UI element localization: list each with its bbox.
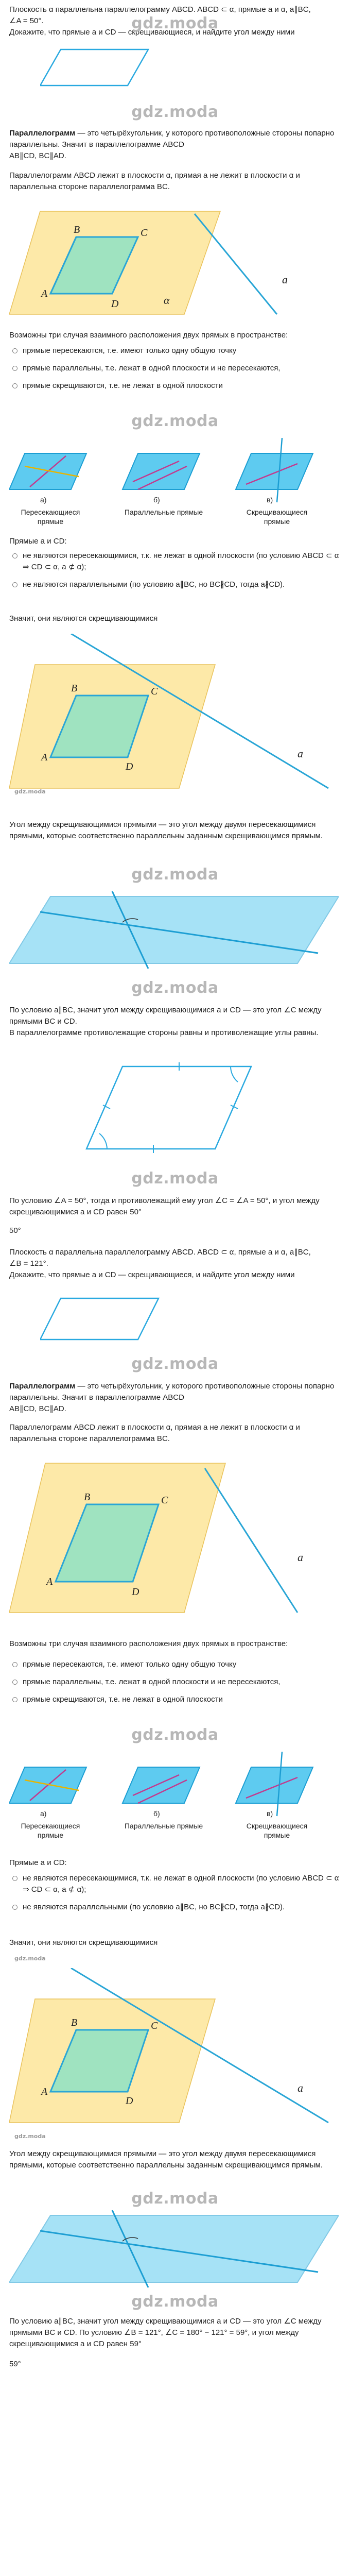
- parallelogram-figure: [40, 1293, 164, 1345]
- line-a-cd: Прямые a и CD:: [9, 537, 67, 546]
- angle-definition: Угол между скрещивающимися прямыми — это угол между двумя пересекающимися прямыми, которые соответственно параллельны заданным скрещивающимся прямым.: [9, 820, 323, 840]
- watermark: gdz.moda: [131, 866, 219, 884]
- label-D: D: [111, 298, 119, 310]
- label-C: C: [161, 1495, 168, 1506]
- case-letter: а): [40, 1809, 47, 1818]
- list-item: не являются пересекающимися, т.к. не лежат в одной плоскости (по условию ABCD ⊂ α ⇒ CD ⊂ α, a ⊄ α);: [9, 550, 341, 573]
- watermark: gdz.moda: [131, 1170, 219, 1188]
- problem-statement-1: Плоскость α параллельна параллелограмму ABCD. ABCD ⊂ α, прямые a и α, a∥BC, ∠A = 50°. Докажите, что прямые a и CD — скрещивающиеся, и найдите угол между ними: [9, 5, 311, 37]
- watermark: gdz.moda: [131, 979, 219, 997]
- parallel-text: Параллелограмм ABCD лежит в плоскости α, прямая a не лежит в плоскости α и параллельна стороне параллелограмма BC.: [9, 171, 300, 191]
- case-letter: в): [267, 496, 273, 504]
- list-item: не являются параллельными (по условию a∥BC, но BC∦CD, тогда a∦CD).: [9, 1902, 341, 1913]
- equal-angles-figure: [76, 1056, 261, 1159]
- conclusion: Значит, они являются скрещивающимися: [9, 614, 158, 623]
- final-text: По условию a∥BC, значит угол между скрещивающимися a и CD — это угол ∠C между прямыми BC и CD. По условию ∠B = 121°, ∠C = 180° − 121° = 59°, и угол между скрещивающимися a и CD равен 59°: [9, 2317, 322, 2348]
- skew-lines-figure: [9, 634, 339, 799]
- label-D: D: [126, 2095, 133, 2107]
- three-cases-figure: [9, 438, 339, 505]
- label-C: C: [151, 2020, 158, 2031]
- watermark: gdz.moda: [14, 788, 46, 795]
- label-A: A: [41, 288, 48, 299]
- angle-figure: [9, 891, 339, 969]
- angle-figure: [9, 2210, 339, 2287]
- answer: 50°: [9, 1226, 21, 1235]
- label-C: C: [141, 227, 148, 239]
- parallelogram-definition: Параллелограмм — это четырёхугольник, у которого противоположные стороны попарно параллельны. Значит в параллелограмме ABCD AB∥CD, BC∥AD.: [9, 129, 335, 160]
- list-item: не являются пересекающимися, т.к. не лежат в одной плоскости (по условию ABCD ⊂ α ⇒ CD ⊂ α, a ⊄ α);: [9, 1873, 341, 1895]
- angle-text: По условию a∥BC, значит угол между скрещивающимися a и CD — это угол ∠C между прямыми BC и CD. В параллелограмме противолежащие стороны равны и противолежащие углы равны.: [9, 1006, 322, 1037]
- label-A: A: [41, 2086, 48, 2097]
- list-item: прямые скрещиваются, т.е. не лежат в одной плоскости: [9, 380, 341, 392]
- watermark: gdz.moda: [14, 1955, 46, 1962]
- watermark: gdz.moda: [131, 2190, 219, 2208]
- watermark: gdz.moda: [131, 1355, 219, 1373]
- case-caption: Параллельные прямые: [124, 1822, 203, 1830]
- label-B: B: [84, 1492, 91, 1503]
- conditions-list: [9, 1873, 341, 1919]
- parallelogram-figure: [40, 44, 153, 91]
- angle-definition: Угол между скрещивающимися прямыми — это угол между двумя пересекающимися прямыми, которые соответственно параллельны заданным скрещивающимся прямым.: [9, 2149, 323, 2170]
- label-C: C: [151, 686, 158, 697]
- label-a: a: [282, 273, 288, 286]
- three-cases-figure: [9, 1752, 339, 1819]
- answer: 59°: [9, 2360, 21, 2368]
- solution-2: [9, 1247, 341, 2576]
- label-B: B: [71, 2017, 78, 2028]
- list-item: прямые параллельны, т.е. лежат в одной плоскости и не пересекаются,: [9, 363, 341, 374]
- parallelogram-definition: Параллелограмм — это четырёхугольник, у которого противоположные стороны попарно параллельны. Значит в параллелограмме ABCD AB∥CD, BC∥AD.: [9, 1382, 335, 1413]
- case-letter: а): [40, 496, 47, 504]
- watermark: gdz.moda: [131, 2293, 219, 2311]
- label-A: A: [46, 1576, 53, 1587]
- label-alpha: α: [164, 294, 170, 307]
- list-item: прямые пересекаются, т.е. имеют только одну общую точку: [9, 1659, 341, 1670]
- label-a: a: [297, 747, 303, 760]
- label-a: a: [297, 2081, 303, 2094]
- case-caption: Пересекающиеся прямые: [21, 508, 80, 526]
- final-text: По условию ∠A = 50°, тогда и противолежащий ему угол ∠C = ∠A = 50°, и угол между скрещивающимися a и CD равен 50°: [9, 1196, 320, 1216]
- skew-lines-figure: [9, 1968, 339, 2133]
- case-letter: б): [153, 1809, 160, 1818]
- parallel-text: Параллелограмм ABCD лежит в плоскости α, прямая a не лежит в плоскости α и параллельна стороне параллелограмма BC.: [9, 1423, 300, 1443]
- case-caption: Параллельные прямые: [124, 508, 203, 516]
- label-B: B: [74, 224, 80, 235]
- watermark: gdz.moda: [131, 1726, 219, 1744]
- label-a: a: [297, 1551, 303, 1564]
- line-a-cd: Прямые a и CD:: [9, 1858, 67, 1867]
- case-letter: б): [153, 496, 160, 504]
- list-item: прямые параллельны, т.е. лежат в одной плоскости и не пересекаются,: [9, 1676, 341, 1688]
- label-D: D: [132, 1586, 139, 1598]
- watermark: gdz.moda: [14, 2133, 46, 2140]
- case-caption: Скрещивающиеся прямые: [246, 508, 308, 526]
- case-letter: в): [267, 1809, 273, 1818]
- watermark: gdz.moda: [131, 412, 219, 430]
- case-caption: Пересекающиеся прямые: [21, 1822, 80, 1839]
- case-caption: Скрещивающиеся прямые: [246, 1822, 308, 1839]
- conditions-list: [9, 550, 341, 597]
- cases-list: [9, 345, 341, 398]
- plane-figure: [9, 1458, 339, 1623]
- list-item: прямые пересекаются, т.е. имеют только одну общую точку: [9, 345, 341, 357]
- list-item: не являются параллельными (по условию a∥BC, но BC∦CD, тогда a∦CD).: [9, 579, 341, 590]
- cases-list: [9, 1659, 341, 1711]
- watermark: gdz.moda: [131, 14, 219, 32]
- label-D: D: [126, 761, 133, 772]
- cases-title: Возможны три случая взаимного расположения двух прямых в пространстве:: [9, 1639, 288, 1648]
- problem-statement-2: Плоскость α параллельна параллелограмму ABCD. ABCD ⊂ α, прямые a и α, a∥BC, ∠B = 121°. Докажите, что прямые a и CD — скрещивающиеся, и найдите угол между ними: [9, 1248, 311, 1279]
- label-A: A: [41, 752, 48, 763]
- label-B: B: [71, 683, 78, 694]
- watermark: gdz.moda: [131, 103, 219, 121]
- plane-figure: [9, 206, 339, 325]
- list-item: прямые скрещиваются, т.е. не лежат в одной плоскости: [9, 1694, 341, 1705]
- cases-title: Возможны три случая взаимного расположения двух прямых в пространстве:: [9, 331, 288, 340]
- conclusion: Значит, они являются скрещивающимися: [9, 1938, 158, 1947]
